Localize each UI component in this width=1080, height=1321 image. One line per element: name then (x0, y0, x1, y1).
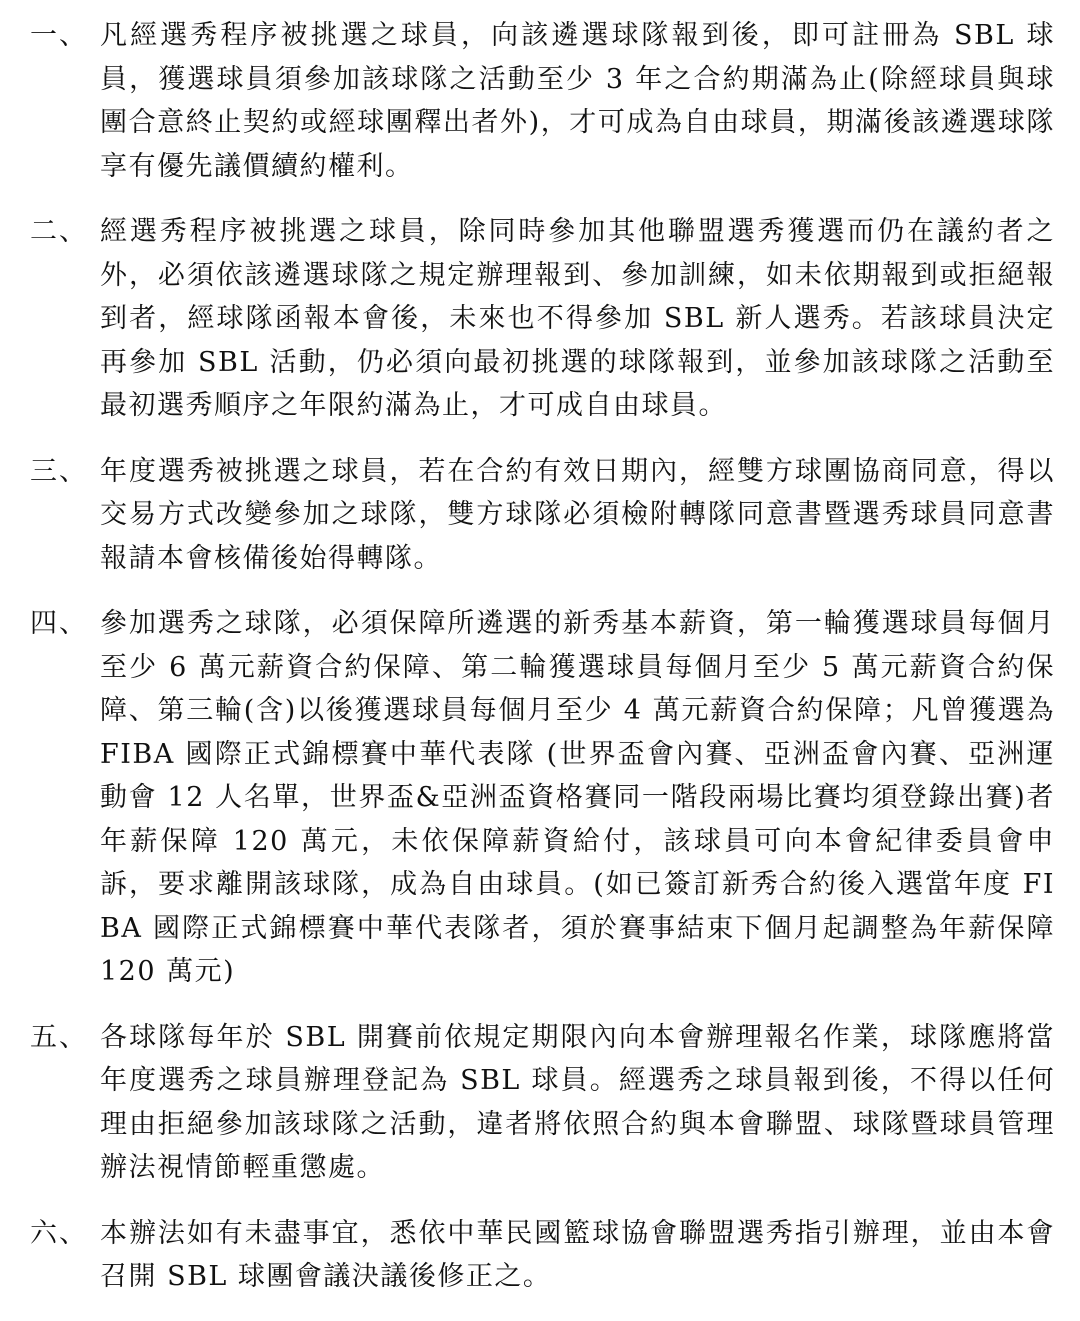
clause-5 (30, 1016, 1055, 1190)
clause-1 (30, 14, 1055, 188)
clause-4 (30, 602, 1055, 994)
regulation-document (30, 14, 1055, 1321)
clause-3 (30, 450, 1055, 581)
clause-marker: 六、 (30, 1217, 88, 1249)
clause-text: 年度選秀被挑選之球員，若在合約有效日期內，經雙方球團協商同意，得以交易方式改變參加之球隊，雙方球隊必須檢附轉隊同意書暨選秀球員同意書報請本會核備後始得轉隊。 (100, 455, 1055, 574)
clause-text: 凡經選秀程序被挑選之球員，向該遴選球隊報到後，即可註冊為 SBL 球員，獲選球員須參加該球隊之活動至少 3 年之合約期滿為止(除經球員與球團合意終止契約或經球團釋出者外)，才可成為自由球員，期滿後該遴選球隊享有優先議價續約權利。 (100, 20, 1055, 182)
clause-marker: 一、 (30, 20, 88, 51)
clause-text: 本辦法如有未盡事宜，悉依中華民國籃球協會聯盟選秀指引辦理，並由本會召開 SBL 球團會議決議後修正之。 (100, 1217, 1055, 1292)
clause-marker: 四、 (30, 608, 88, 639)
clause-2 (30, 210, 1055, 428)
clause-marker: 五、 (30, 1021, 88, 1053)
clause-text: 經選秀程序被挑選之球員，除同時參加其他聯盟選秀獲選而仍在議約者之外，必須依該遴選球隊之規定辦理報到、參加訓練，如未依期報到或拒絕報到者，經球隊函報本會後，未來也不得參加 SBL 新人選秀。若該球員決定再參加 SBL 活動，仍必須向最初挑選的球隊報到，並參加該球隊之活動至最初選秀順序之年限約滿為止，才可成自由球員。 (100, 216, 1055, 421)
clause-text: 參加選秀之球隊，必須保障所遴選的新秀基本薪資，第一輪獲選球員每個月至少 6 萬元薪資合約保障、第二輪獲選球員每個月至少 5 萬元薪資合約保障、第三輪(含)以後獲選球員每個月至少 4 萬元薪資合約保障；凡曾獲選為 FIBA 國際正式錦標賽中華代表隊 (世界盃會內賽、亞洲盃會內賽、亞洲運動會 12 人名單，世界盃&亞洲盃資格賽同一階段兩場比賽均須登錄出賽)者年薪保障 120 萬元，未依保障薪資給付，該球員可向本會紀律委員會申訴，要求離開該球隊，成為自由球員。(如已簽訂新秀合約後入選當年度 FIBA 國際正式錦標賽中華代表隊者，須於賽事結束下個月起調整為年薪保障 120 萬元) (100, 608, 1055, 987)
clause-text: 各球隊每年於 SBL 開賽前依規定期限內向本會辦理報名作業，球隊應將當年度選秀之球員辦理登記為 SBL 球員。經選秀之球員報到後，不得以任何理由拒絕參加該球隊之活動，違者將依照合約與本會聯盟、球隊暨球員管理辦法視情節輕重懲處。 (100, 1021, 1055, 1183)
clause-marker: 二、 (30, 216, 88, 247)
clause-marker: 三、 (30, 455, 88, 487)
clause-6 (30, 1212, 1055, 1299)
